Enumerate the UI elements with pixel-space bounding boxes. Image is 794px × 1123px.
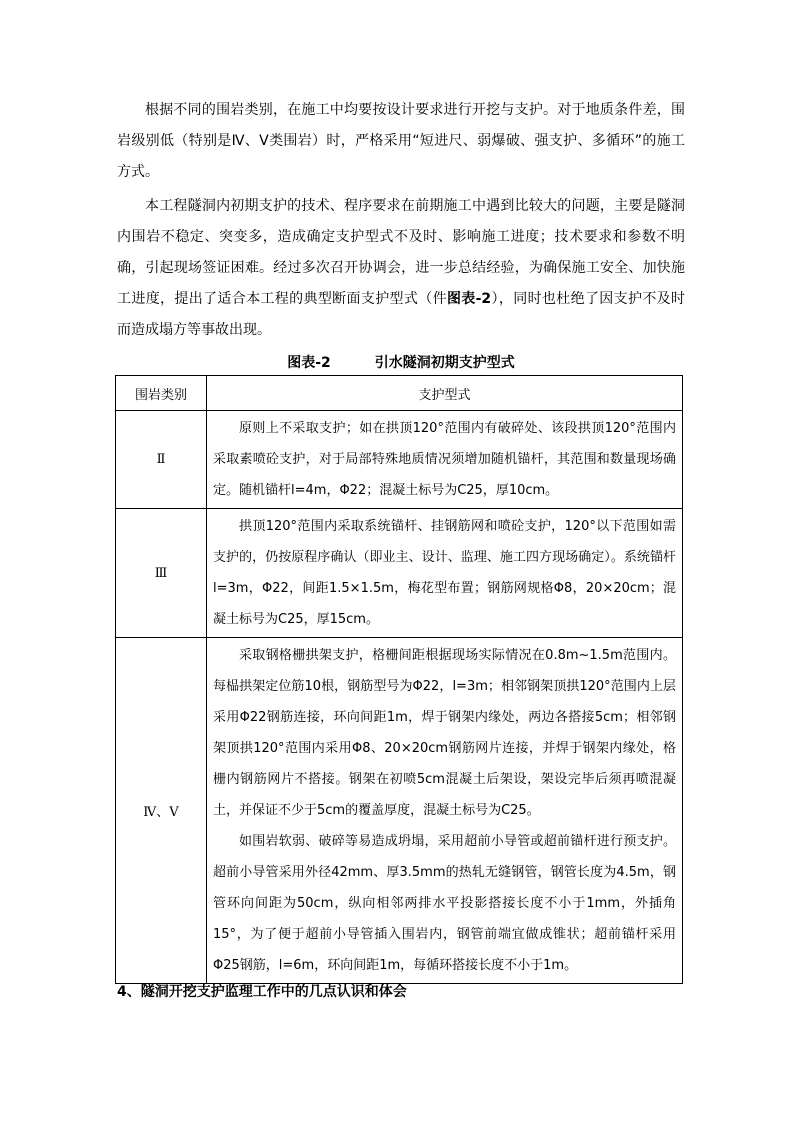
- header-support-type: 支护型式: [207, 376, 683, 411]
- paragraph-excavation-support: 根据不同的围岩类别，在施工中均要按设计要求进行开挖与支护。对于地质条件差，围岩级别低（特别是Ⅳ、Ⅴ类围岩）时，严格采用“短进尺、弱爆破、强支护、多循环”的施工方式。: [117, 102, 685, 180]
- support-description-text: 采取钢格栅拱架支护，格栅间距根据现场实际情况在0.8m~1.5m范围内。每榀拱架定位筋10根，钢筋型号为Φ22，l=3m；相邻钢架顶拱120°范围内上层采用Φ22钢筋连接，环向间距1m，焊于钢架内缘处，两边各搭接5cm；相邻钢架顶拱120°范围内采用Φ8、20×20cm钢筋网片连接，并焊于钢架内缘处，格栅内钢筋网片不搭接。钢架在初喷5cm混凝土后架设，架设完毕后须再喷混凝土，并保证不少于5cm的覆盖厚度，混凝土标号为C25。: [213, 648, 676, 818]
- support-description-cell: [207, 411, 683, 509]
- support-description-cell: [207, 509, 683, 638]
- rock-category-cell: Ⅱ: [116, 411, 207, 509]
- table-caption-title: 引水隧洞初期支护型式: [374, 355, 515, 371]
- support-type-table: [115, 375, 683, 984]
- rock-category-cell: Ⅳ、Ⅴ: [116, 638, 207, 984]
- paragraph-initial-support: [117, 191, 685, 346]
- header-rock-category: 围岩类别: [116, 376, 207, 411]
- table-row: [116, 509, 683, 638]
- table-caption-number: 图表-2: [287, 355, 331, 371]
- paragraph-text-before: 本工程隧洞内初期支护的技术、程序要求在前期施工中遇到比较大的问题，主要是隧洞内围岩不稳定、突变多，造成确定支护型式不及时、影响施工进度；技术要求和参数不明确，引起现场签证困难。经过多次召开协调会，进一步总结经验，为确保施工安全、加快施工进度，提出了适合本工程的典型断面支护型式（件: [117, 198, 685, 307]
- paragraph-text-after: ），同时也杜绝了因支护不及时而造成塌方等事故出现。: [117, 291, 686, 338]
- table-caption: [117, 351, 685, 375]
- support-description-text: 拱顶120°范围内采取系统锚杆、挂钢筋网和喷砼支护，120°以下范围如需支护的，仍按原程序确认（即业主、设计、监理、施工四方现场确定）。系统锚杆l=3m，Φ22，间距1.5×1.5m，梅花型布置；钢筋网规格Φ8，20×20cm；混凝土标号为C25，厚15cm。: [213, 519, 676, 627]
- support-description-text: 如围岩软弱、破碎等易造成坍塌，采用超前小导管或超前锚杆进行预支护。超前小导管采用外径42mm、厚3.5mm的热轧无缝钢管，钢管长度为4.5m，钢管环向间距为50cm，纵向相邻两排水平投影搭接长度不小于1mm，外插角15°，为了便于超前小导管插入围岩内，钢管前端宜做成锥状；超前锚杆采用Φ25钢筋，l=6m，环向间距1m，每循环搭接长度不小于1m。: [213, 834, 676, 973]
- figure-reference: 图表-2: [446, 291, 492, 307]
- rock-category-cell: Ⅲ: [116, 509, 207, 638]
- table-row: [116, 638, 683, 984]
- table-header-row: [116, 376, 683, 411]
- table-row: [116, 411, 683, 509]
- support-description-text: 原则上不采取支护；如在拱顶120°范围内有破碎处、该段拱顶120°范围内采取素喷砼支护，对于局部特殊地质情况须增加随机锚杆，其范围和数量现场确定。随机锚杆l=4m，Φ22；混凝土标号为C25，厚10cm。: [213, 421, 676, 498]
- section-heading: 4、隧洞开挖支护监理工作中的几点认识和体会: [117, 984, 407, 1000]
- support-description-cell: [207, 638, 683, 984]
